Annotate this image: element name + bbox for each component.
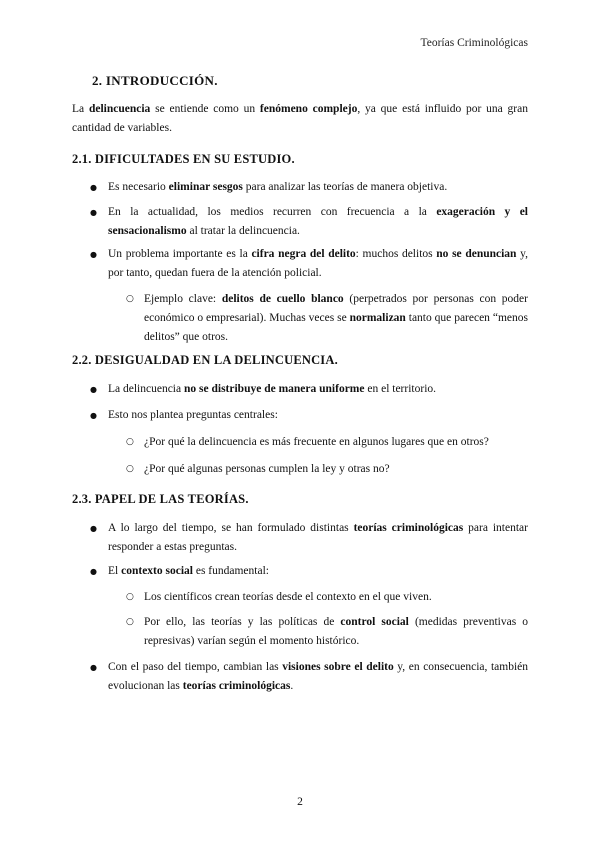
sub-list-item: ○ Los científicos crean teorías desde el contexto en el que viven. (144, 588, 528, 607)
running-header: Teorías Criminológicas (420, 37, 528, 49)
section-heading-desigualdad: 2.2. DESIGUALDAD EN LA DELINCUENCIA. (72, 353, 338, 367)
list-item: ● Esto nos plantea preguntas centrales: (108, 406, 528, 425)
list-item: ● Un problema importante es la cifra negra del delito: muchos delitos no se denuncian y, por tanto, quedan fuera de la atención policial. (108, 245, 528, 283)
intro-paragraph: La delincuencia se entiende como un fenómeno complejo, ya que está influido por una gran cantidad de variables. (72, 103, 528, 134)
section-heading-papel-teorias: 2.3. PAPEL DE LAS TEORÍAS. (72, 492, 249, 506)
list-item: ● El contexto social es fundamental: (108, 562, 528, 581)
sub-list-item: ○ Por ello, las teorías y las políticas de control social (medidas preventivas o represivas) varían según el momento histórico. (144, 613, 528, 651)
list-item: ● En la actualidad, los medios recurren con frecuencia a la exageración y el sensacionalismo al tratar la delincuencia. (108, 203, 528, 241)
sub-list-item: ○ Ejemplo clave: delitos de cuello blanco (perpetrados por personas con poder económico o empresarial). Muchas veces se normalizan tanto que parecen “menos delitos” que otros. (144, 290, 528, 347)
sub-list-item: ○ ¿Por qué algunas personas cumplen la ley y otras no? (144, 460, 528, 479)
page-number: 2 (297, 796, 303, 808)
sub-list-item: ○ ¿Por qué la delincuencia es más frecuente en algunos lugares que en otros? (144, 433, 528, 452)
section-heading-introduccion: 2. INTRODUCCIÓN. (92, 73, 218, 88)
list-item: ● A lo largo del tiempo, se han formulado distintas teorías criminológicas para intentar responder a estas preguntas. (108, 519, 528, 557)
section-heading-dificultades: 2.1. DIFICULTADES EN SU ESTUDIO. (72, 152, 295, 166)
list-item: ● La delincuencia no se distribuye de manera uniforme en el territorio. (108, 380, 528, 399)
list-item: ● Es necesario eliminar sesgos para analizar las teorías de manera objetiva. (108, 178, 528, 197)
list-item: ● Con el paso del tiempo, cambian las visiones sobre el delito y, en consecuencia, también evolucionan las teorías criminológicas. (108, 658, 528, 696)
